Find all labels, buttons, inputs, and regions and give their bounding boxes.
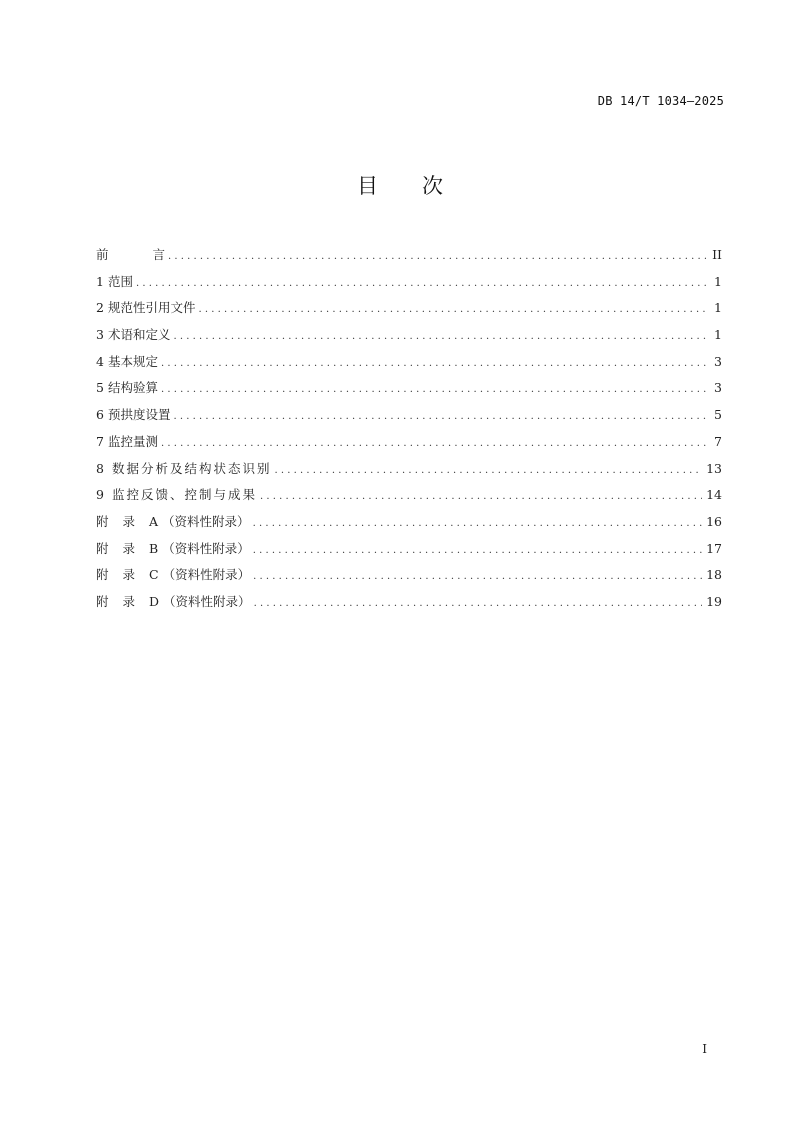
toc-leader-dots	[254, 591, 703, 616]
toc-leader-dots	[253, 564, 702, 589]
toc-entry-appendix-b[interactable]	[96, 536, 722, 563]
toc-label: 附 录 B （资料性附录）	[96, 540, 250, 556]
toc-page-number: II	[712, 247, 722, 262]
toc-entry-appendix-d[interactable]	[96, 589, 722, 616]
toc-page-number: 18	[706, 567, 722, 583]
toc-label: 6 预拱度设置	[96, 407, 171, 423]
toc-leader-dots	[274, 458, 702, 483]
toc-entry-4[interactable]	[96, 349, 722, 376]
toc-leader-dots	[161, 351, 706, 376]
toc-entry-1[interactable]	[96, 269, 722, 296]
standard-code: DB 14/T 1034—2025	[597, 94, 724, 108]
toc-label: 附 录 D （资料性附录）	[96, 593, 251, 609]
toc-entry-7[interactable]	[96, 429, 722, 456]
toc-leader-dots	[198, 297, 706, 322]
page-title	[0, 170, 800, 200]
toc-label: 7 监控量测	[96, 433, 158, 449]
title-char-2: 次	[422, 174, 443, 198]
toc-page-number: 3	[714, 353, 722, 369]
toc-entry-3[interactable]	[96, 322, 722, 349]
toc-leader-dots	[253, 538, 702, 563]
toc-page-number: 7	[714, 433, 722, 449]
table-of-contents	[96, 242, 722, 616]
toc-label: 3 术语和定义	[96, 327, 171, 343]
toc-entry-appendix-a[interactable]	[96, 509, 722, 536]
toc-page-number: 5	[714, 407, 722, 423]
toc-page-number: 3	[714, 380, 722, 396]
toc-page-number: 17	[706, 540, 722, 556]
toc-label: 附 录 C （资料性附录）	[96, 567, 251, 583]
toc-entry-6[interactable]	[96, 402, 722, 429]
toc-page-number: 14	[706, 487, 722, 503]
toc-page-number: 1	[714, 327, 722, 343]
toc-entry-8[interactable]	[96, 456, 722, 483]
toc-leader-dots	[136, 271, 706, 296]
toc-entry-2[interactable]	[96, 295, 722, 322]
toc-label: 4 基本规定	[96, 353, 158, 369]
toc-leader-dots	[168, 244, 706, 269]
toc-leader-dots	[260, 484, 702, 509]
toc-entry-foreword[interactable]	[96, 242, 722, 269]
page-number: I	[702, 1042, 707, 1056]
toc-entry-appendix-c[interactable]	[96, 562, 722, 589]
toc-page-number: 19	[706, 593, 722, 609]
toc-page-number: 16	[706, 513, 722, 529]
toc-entry-9[interactable]	[96, 482, 722, 509]
toc-label: 1 范围	[96, 273, 133, 289]
toc-label: 2 规范性引用文件	[96, 300, 196, 316]
toc-page-number: 13	[706, 460, 722, 476]
toc-leader-dots	[253, 511, 703, 536]
toc-label: 8 数据分析及结构状态识别	[96, 460, 272, 476]
toc-leader-dots	[173, 324, 706, 349]
toc-page-number: 1	[714, 300, 722, 316]
toc-label: 9 监控反馈、控制与成果	[96, 487, 257, 503]
toc-label: 5 结构验算	[96, 380, 158, 396]
title-char-1: 目	[357, 174, 378, 198]
toc-leader-dots	[173, 404, 706, 429]
toc-page-number: 1	[714, 273, 722, 289]
toc-label: 附 录 A （资料性附录）	[96, 513, 250, 529]
toc-label: 前 言	[96, 247, 166, 262]
toc-leader-dots	[161, 377, 706, 402]
toc-leader-dots	[161, 431, 706, 456]
toc-entry-5[interactable]	[96, 375, 722, 402]
